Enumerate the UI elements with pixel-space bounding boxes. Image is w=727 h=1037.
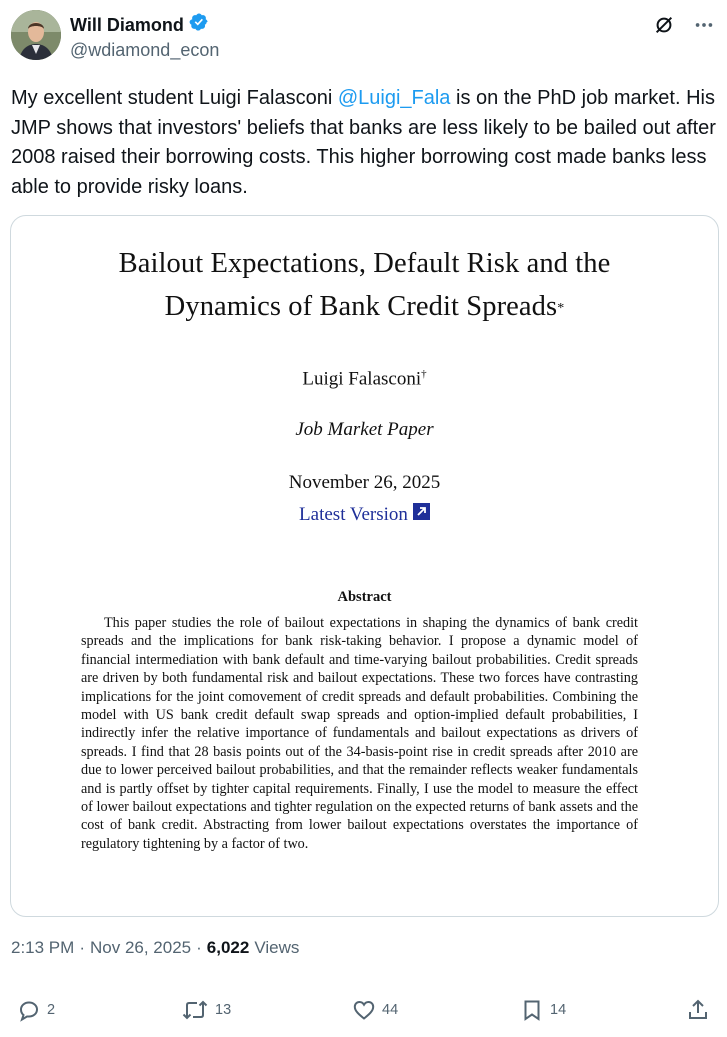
action-bar	[0, 998, 727, 1030]
abstract-heading: Abstract	[337, 589, 392, 605]
meta-separator: ·	[79, 938, 85, 957]
paper-title-line2: Dynamics of Bank Credit Spreads	[164, 291, 558, 322]
paper-author-mark: †	[421, 368, 427, 380]
tweet-text-part: is on the PhD job market. His JMP shows that investors' beliefs that banks are less likely to be bailed out after 2008 raised their borrowing costs. This higher borrowing cost made banks less able to provide risky loans.	[11, 87, 716, 198]
repost-icon	[181, 998, 209, 1022]
bookmark-button[interactable]	[520, 998, 566, 1022]
paper-version-link	[11, 503, 718, 526]
mention-link[interactable]: @Luigi_Fala	[337, 87, 451, 109]
tweet-top-actions	[651, 12, 717, 38]
more-options-icon[interactable]	[691, 12, 717, 38]
bookmark-count: 14	[550, 1002, 567, 1018]
author-name-row	[70, 12, 209, 37]
views-count: 6,022	[206, 938, 250, 957]
share-icon	[686, 998, 710, 1022]
avatar[interactable]	[11, 10, 61, 60]
paper-title	[11, 242, 718, 328]
tweet-time[interactable]: 2:13 PM	[11, 938, 75, 957]
attached-image[interactable]	[10, 215, 719, 917]
paper-date: November 26, 2025	[288, 472, 441, 493]
paper-author-name: Luigi Falasconi	[302, 368, 422, 390]
meta-separator: ·	[196, 938, 202, 957]
paper-title-mark: *	[557, 301, 565, 316]
repost-button[interactable]	[181, 998, 231, 1022]
paper-subtitle: Job Market Paper	[295, 419, 434, 440]
paper-author	[11, 368, 718, 390]
author-display-name[interactable]: Will Diamond	[70, 14, 184, 35]
repost-count: 13	[215, 1002, 232, 1018]
verified-badge-icon	[189, 12, 209, 37]
heart-icon	[352, 998, 376, 1022]
reply-count: 2	[47, 1002, 56, 1018]
tweet-meta	[11, 938, 299, 958]
like-button[interactable]	[352, 998, 398, 1022]
external-link-icon	[413, 503, 430, 526]
paper-version-label: Latest Version	[299, 503, 408, 525]
tweet-text-part: My excellent student Luigi Falasconi	[11, 87, 338, 109]
reply-button[interactable]	[17, 998, 55, 1022]
like-count: 44	[382, 1002, 399, 1018]
tweet-text	[11, 84, 717, 202]
abstract-text: This paper studies the role of bailout expectations in shaping the dynamics of bank credit spreads and the implications for bank risk-taking behavior. I propose a dynamic model of financial intermediation with bank default and time-varying bailout probabilities. Credit spreads are driven by both fundamental risk and bailout expectations. These two forces have contrasting implications for the joint comovement of credit spreads and default probabilities. Combining the model with US bank credit default swap spreads and option-implied default probabilities, I indirectly infer the relative importance of fundamentals and bailout expectations as drivers of spreads. I find that 28 basis points out of the 34-basis-point rise in credit spreads after 2010 are due to lower perceived bailout probabilities, and that the remainder reflects weaker fundamentals and is partly offset by tighter capital requirements. Finally, I use the model to measure the effect of lower bailout expectations and tighter regulation on the expected returns of bank assets and the cost of bank credit. Abstracting from lower bailout expectations overstates the importance of regulatory tightening by a factor of two.	[81, 615, 638, 852]
paper-title-line1: Bailout Expectations, Default Risk and the	[118, 248, 611, 279]
author-handle[interactable]: @wdiamond_econ	[70, 40, 220, 60]
share-button[interactable]	[686, 998, 710, 1022]
tweet-date[interactable]: Nov 26, 2025	[89, 938, 192, 957]
views-label: Views	[254, 938, 300, 957]
grok-icon[interactable]	[651, 12, 677, 38]
reply-icon	[17, 998, 41, 1022]
bookmark-icon	[520, 998, 544, 1022]
